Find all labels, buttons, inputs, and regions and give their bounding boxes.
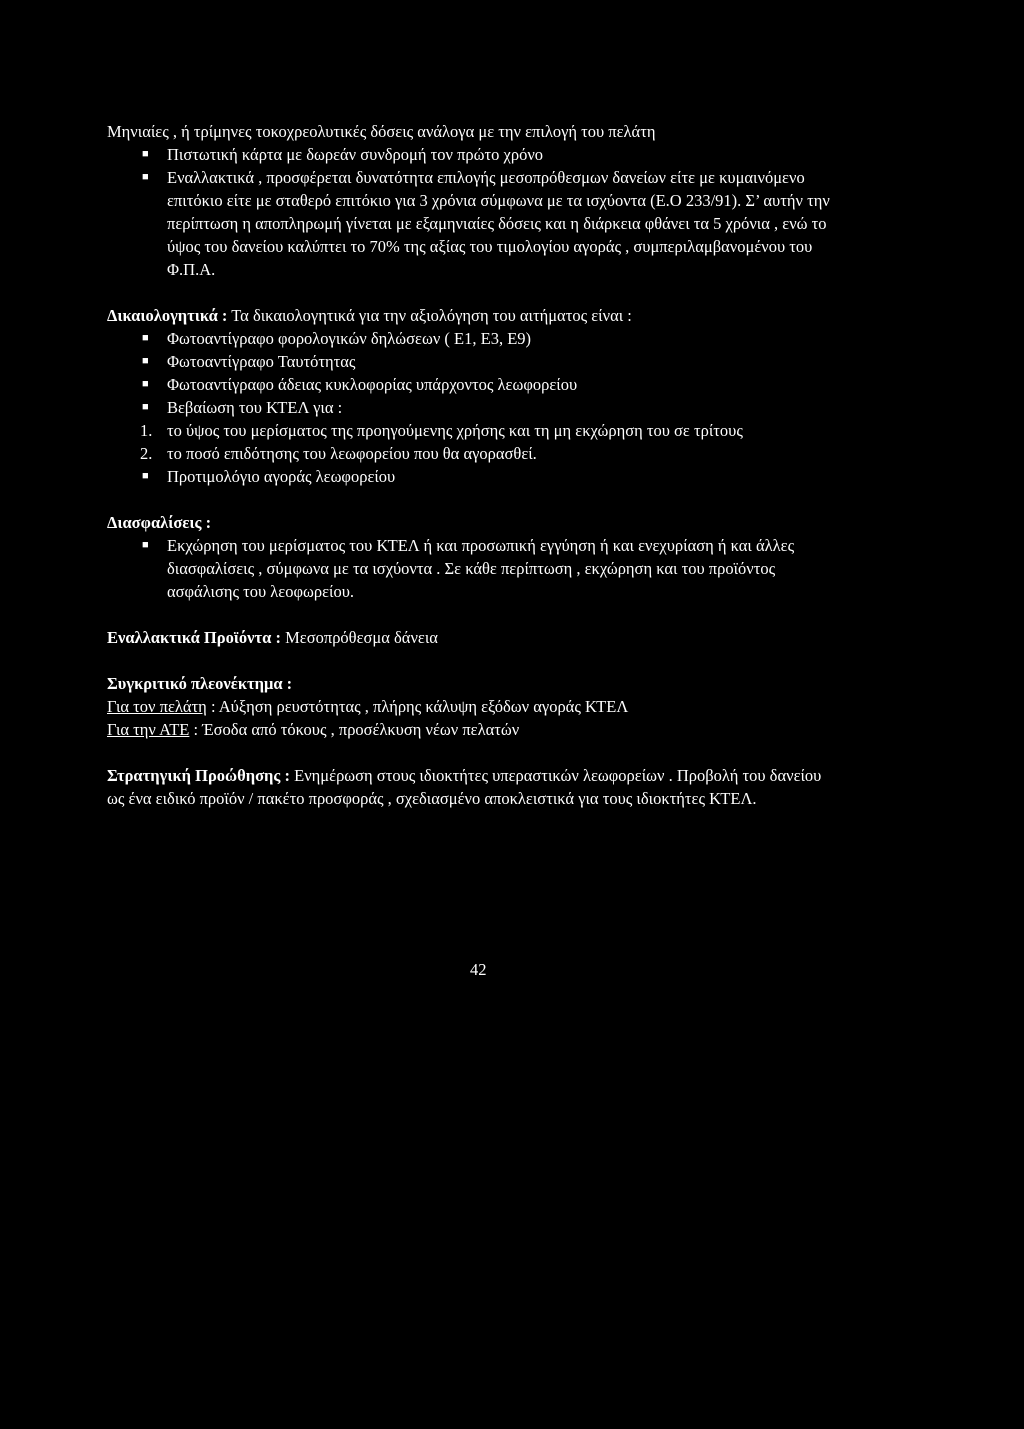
advantage-section (107, 672, 837, 741)
bullet-icon: ■ (142, 171, 149, 183)
bullet-icon: ■ (142, 378, 149, 390)
list-item: ■ Προτιμολόγιο αγοράς λεωφορείου (142, 467, 396, 486)
list-item: ■ Πιστωτική κάρτα με δωρεάν συνδρομή τον πρώτο χρόνο (142, 145, 544, 164)
strategy-section (107, 764, 837, 810)
bullet-icon: ■ (142, 470, 149, 482)
customer-text: : Αύξηση ρευστότητας , πλήρης κάλυψη εξόδων αγοράς ΚΤΕΛ (210, 697, 629, 716)
numbered-item: 2. το ποσό επιδότησης του λεωφορείου που θα αγορασθεί. (140, 444, 537, 463)
alternatives-heading: Εναλλακτικά Προϊόντα : (107, 628, 281, 647)
page-content (107, 120, 837, 810)
bullet-icon: ■ (142, 355, 149, 367)
customer-label: Για τον πελάτη (107, 697, 207, 716)
guarantees-heading: Διασφαλίσεις : (107, 513, 212, 532)
bank-text: : Έσοδα από τόκους , προσέλκυση νέων πελατών (193, 720, 520, 739)
bank-label: Για την ΑΤΕ (107, 720, 190, 739)
documents-intro: Τα δικαιολογητικά για την αξιολόγηση του αιτήματος είναι : (231, 306, 632, 325)
documents-heading: Δικαιολογητικά : (107, 306, 228, 325)
strategy-text: Ενημέρωση στους ιδιοκτήτες υπεραστικών λεωφορείων . Προβολή του δανείου ως ένα ειδικό προϊόν / πακέτο προσφοράς , σχεδιασμένο αποκλειστικά για τους ιδιοκτήτες ΚΤΕΛ. (107, 766, 822, 808)
bullet-icon: ■ (142, 332, 149, 344)
advantage-heading: Συγκριτικό πλεονέκτημα : (107, 674, 293, 693)
bullet-icon: ■ (142, 401, 149, 413)
guarantees-section (107, 511, 837, 603)
strategy-heading: Στρατηγική Προώθησης : (107, 766, 290, 785)
documents-section (107, 304, 837, 488)
list-item: ■ Εκχώρηση του μερίσματος του ΚΤΕΛ ή και προσωπική εγγύηση ή και ενεχυρίαση ή και άλλες διασφαλίσεις , σύμφωνα με τα ισχύοντα . Σε κάθε περίπτωση , εκχώρηση και του προϊόντος ασφάλισης του λεοφωρείου. (142, 536, 795, 601)
bullet-icon: ■ (142, 539, 149, 551)
alternatives-text: Μεσοπρόθεσμα δάνεια (285, 628, 438, 647)
intro-line: Μηνιαίες , ή τρίμηνες τοκοχρεολυτικές δόσεις ανάλογα με την επιλογή του πελάτη (107, 122, 656, 141)
list-item: ■ Φωτοαντίγραφο φορολογικών δηλώσεων ( Ε1, Ε3, Ε9) (142, 329, 532, 348)
alternatives-section (107, 626, 837, 649)
bullet-icon: ■ (142, 148, 149, 160)
list-item: ■ Εναλλακτικά , προσφέρεται δυνατότητα επιλογής μεσοπρόθεσμων δανείων είτε με κυμαινόμενο επιτόκιο είτε με σταθερό επιτόκιο για 3 χρόνια σύμφωνα με τα ισχύοντα (Ε.Ο 233/91). Σ’ αυτήν την περίπτωση η αποπληρωμή γίνεται με εξαμηνιαίες δόσεις και η διάρκεια φθάνει τα 5 χρόνια , ενώ το ύψος του δανείου καλύπτει το 70% της αξίας του τιμολογίου αγοράς , συμπεριλαμβανομένου του Φ.Π.Α. (142, 168, 830, 279)
list-item: ■ Φωτοαντίγραφο Ταυτότητας (142, 352, 356, 371)
page-number: 42 (470, 960, 487, 979)
list-item: ■ Βεβαίωση του ΚΤΕΛ για : (142, 398, 343, 417)
numbered-item: 1. το ύψος του μερίσματος της προηγούμενης χρήσης και τη μη εκχώρηση του σε τρίτους (140, 421, 743, 440)
list-item: ■ Φωτοαντίγραφο άδειας κυκλοφορίας υπάρχοντος λεωφορείου (142, 375, 578, 394)
